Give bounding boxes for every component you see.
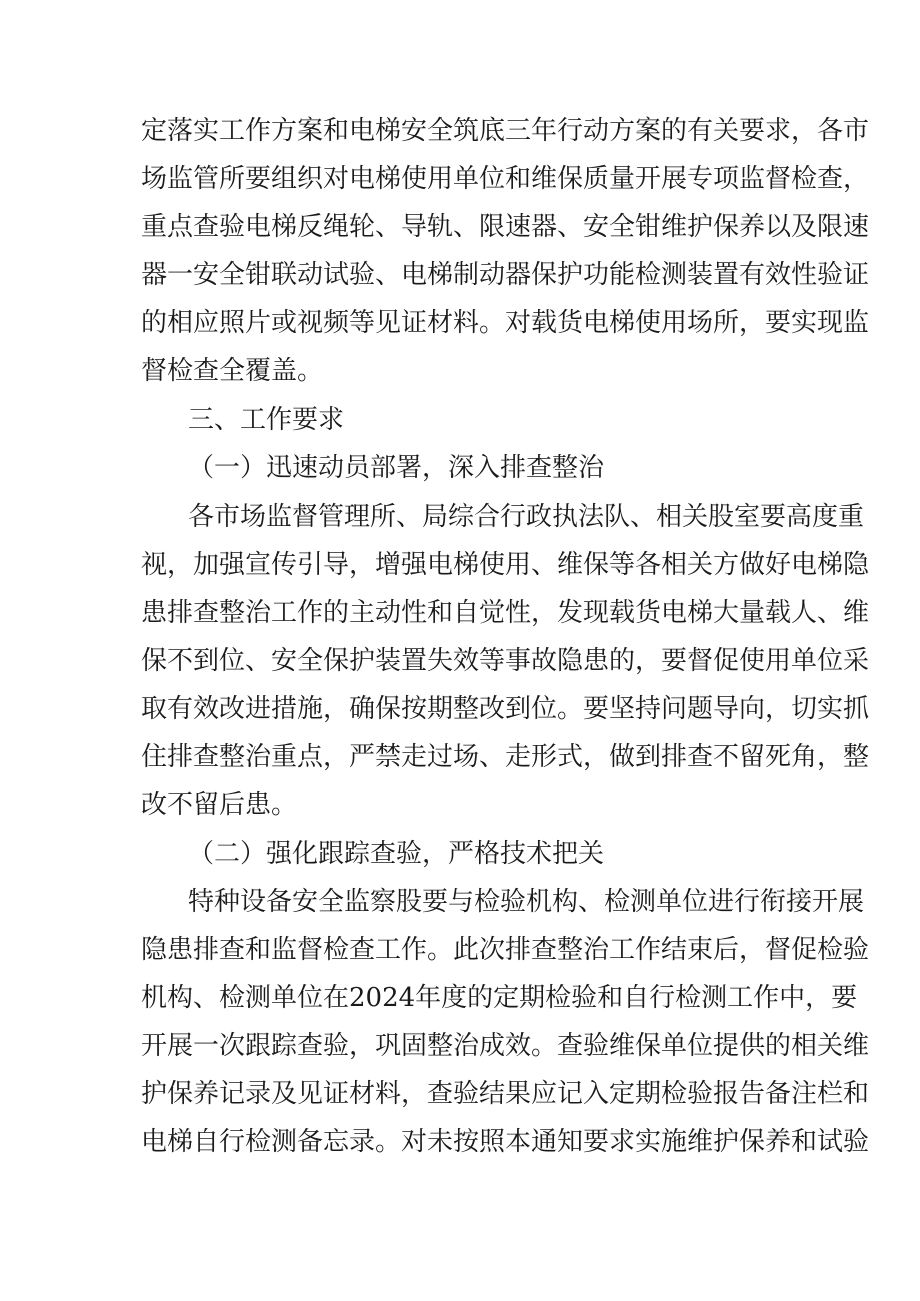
- paragraph-line: 改不留后患。: [141, 790, 298, 820]
- section-heading: 三、工作要求: [188, 405, 345, 435]
- paragraph-line: 重点查验电梯反绳轮、导轨、限速器、安全钳维护保养以及限速: [141, 212, 870, 242]
- paragraph-line: 患排查整治工作的主动性和自觉性，发现载货电梯大量载人、维: [141, 598, 870, 628]
- paragraph-line: 场监管所要组织对电梯使用单位和维保质量开展专项监督检查，: [141, 164, 870, 194]
- paragraph-line: 特种设备安全监察股要与检验机构、检测单位进行衔接开展: [188, 887, 865, 917]
- paragraph-line: 督检查全覆盖。: [141, 356, 324, 386]
- paragraph-line: 定落实工作方案和电梯安全筑底三年行动方案的有关要求，各市: [141, 116, 870, 146]
- subsection-heading: （一）迅速动员部署，深入排查整治: [188, 453, 605, 483]
- paragraph-line: 的相应照片或视频等见证材料。对载货电梯使用场所，要实现监: [141, 308, 870, 338]
- paragraph-line: 住排查整治重点，严禁走过场、走形式，做到排查不留死角，整: [141, 742, 870, 772]
- paragraph-line: 取有效改进措施，确保按期整改到位。要坚持问题导向，切实抓: [141, 694, 870, 724]
- paragraph-line: 机构、检测单位在2024年度的定期检验和自行检测工作中，要: [141, 983, 858, 1013]
- paragraph-line: 保不到位、安全保护装置失效等事故隐患的，要督促使用单位采: [141, 646, 870, 676]
- subsection-heading: （二）强化跟踪查验，严格技术把关: [188, 839, 605, 869]
- paragraph-line: 开展一次跟踪查验，巩固整治成效。查验维保单位提供的相关维: [141, 1031, 870, 1061]
- paragraph-line: 器一安全钳联动试验、电梯制动器保护功能检测装置有效性验证: [141, 260, 870, 290]
- paragraph-line: 视，加强宣传引导，增强电梯使用、维保等各相关方做好电梯隐: [141, 550, 870, 580]
- paragraph-line: 隐患排查和监督检查工作。此次排查整治工作结束后，督促检验: [141, 935, 870, 965]
- paragraph-line: 电梯自行检测备忘录。对未按照本通知要求实施维护保养和试验: [141, 1127, 870, 1157]
- paragraph-line: 各市场监督管理所、局综合行政执法队、相关股室要高度重: [188, 502, 865, 532]
- paragraph-line: 护保养记录及见证材料，查验结果应记入定期检验报告备注栏和: [141, 1079, 870, 1109]
